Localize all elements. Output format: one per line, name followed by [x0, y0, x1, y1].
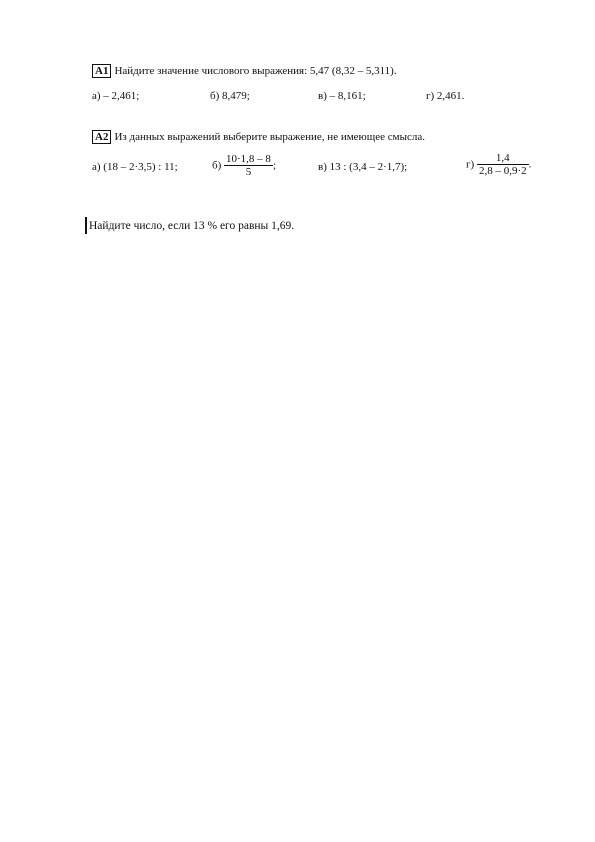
question-a2 [92, 130, 425, 144]
answer-a1-b: б) 8,479; [210, 90, 250, 102]
fraction-denominator: 5 [245, 166, 252, 178]
answer-a1-a: а) – 2,461; [92, 90, 140, 102]
answer-a2-a: а) (18 – 2·3,5) : 11; [92, 161, 178, 173]
answer-a2-c: в) 13 : (3,4 – 2·1,7); [318, 161, 408, 173]
margin-bar [85, 217, 87, 234]
fraction-numerator: 10·1,8 – 8 [226, 153, 271, 165]
answer-a1-d: г) 2,461. [426, 90, 465, 102]
question-a1-tag: A1 [92, 64, 111, 78]
fraction-denominator: 2,8 – 0,9·2 [478, 165, 527, 177]
answer-a2-b-tail: ; [272, 159, 276, 172]
question-3: Найдите число, если 13 % его равны 1,69. [89, 220, 295, 232]
answer-a2-b-fraction [224, 153, 273, 178]
question-a2-prompt: Из данных выражений выберите выражение, не имеющее смысла. [114, 131, 425, 143]
answer-a2-b [212, 153, 276, 178]
answer-a2-d [466, 152, 531, 177]
fraction-numerator: 1,4 [477, 152, 529, 165]
answer-a2-b-label: б) [212, 159, 222, 172]
answer-a1-c: в) – 8,161; [318, 90, 366, 102]
answer-a2-d-label: г) [466, 158, 475, 171]
answer-a2-d-fraction [477, 152, 529, 177]
question-a1-prompt: Найдите значение числового выражения: 5,47 (8,32 – 5,311). [114, 65, 397, 77]
question-a2-tag: A2 [92, 130, 111, 144]
question-a1 [92, 64, 397, 78]
answer-a2-d-tail: . [528, 158, 532, 171]
